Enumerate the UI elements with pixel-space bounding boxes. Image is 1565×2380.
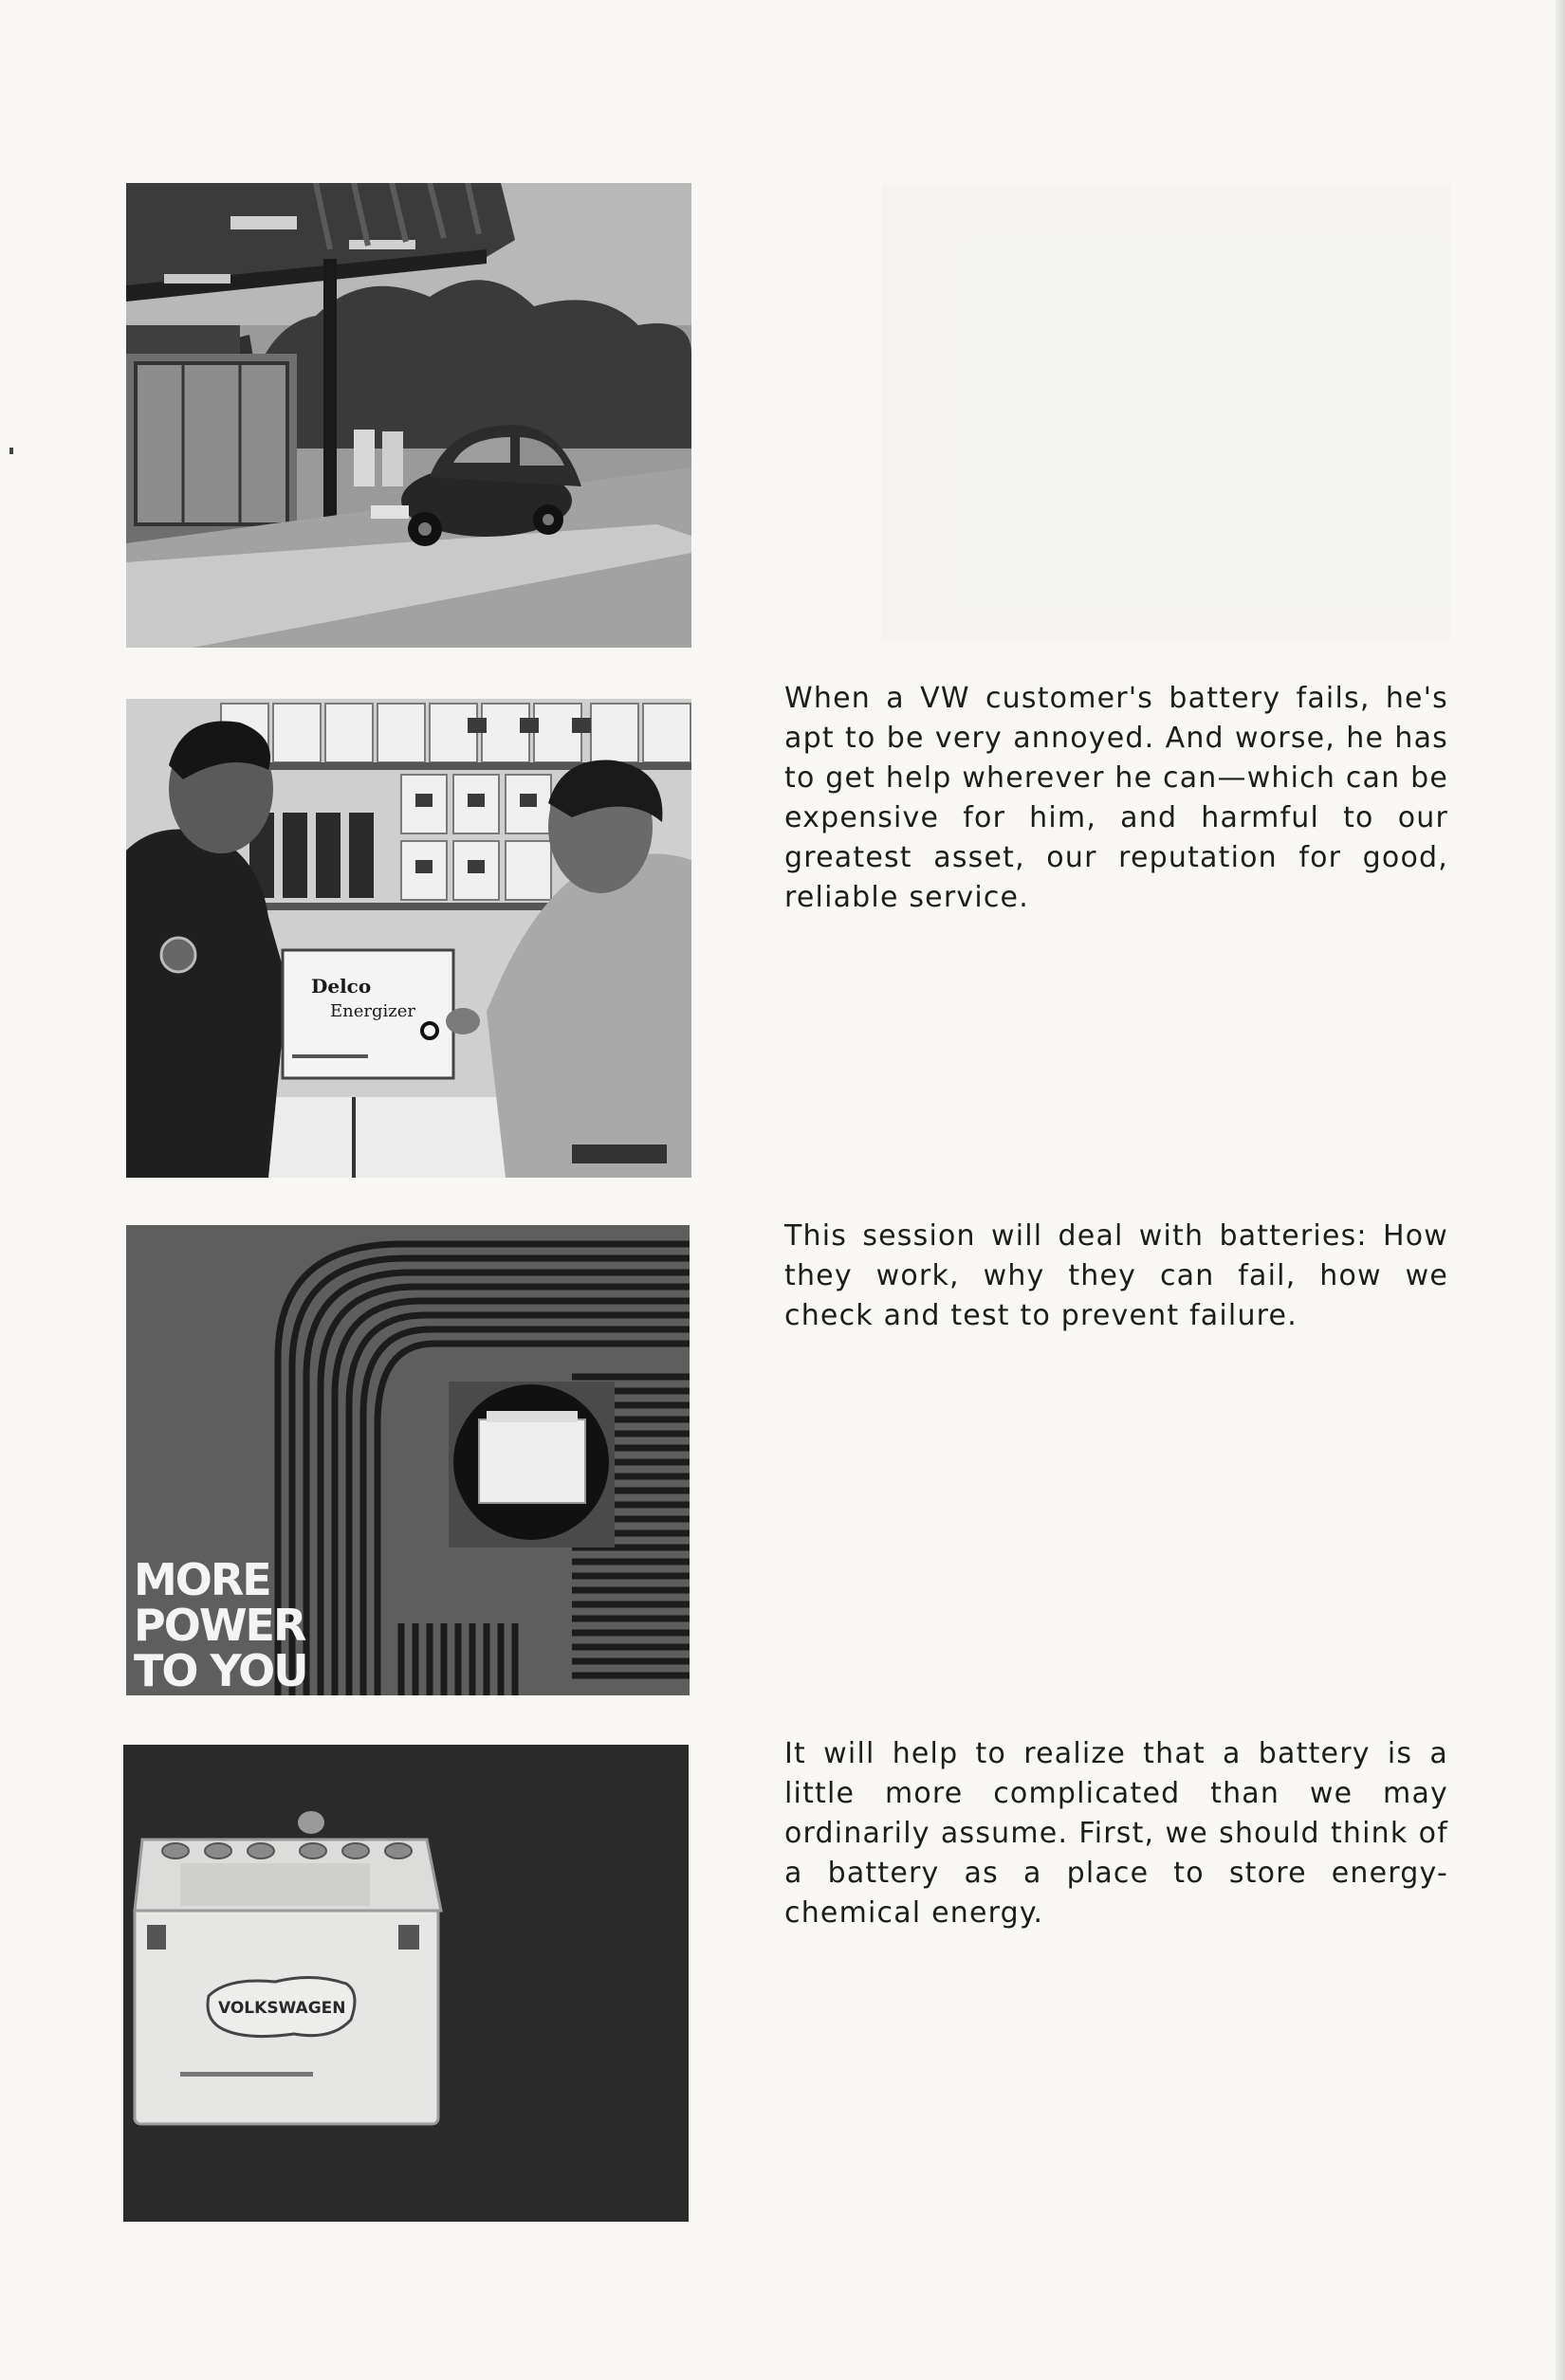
photo-volkswagen-battery: [123, 1745, 689, 2222]
paragraph-battery-energy: It will help to realize that a battery is a little more complicated than we may ordinarily assume. First, we should think of a battery as a place to store energy-chemical energy.: [784, 1737, 1448, 1930]
paragraph-session-overview: This session will deal with batteries: How they work, why they can fail, how we check and test to prevent failure.: [784, 1219, 1448, 1332]
photo-battery-sale: [126, 699, 691, 1178]
battery-box-brand: Delco: [311, 975, 372, 998]
paragraph-battery-failure: When a VW customer's battery fails, he's apt to be very annoyed. And worse, he has to get help wherever he can—which can be expensive for him, and harmful to our greatest asset, our reputation for good, reliable service.: [784, 682, 1448, 914]
poster-text-to-you: TO YOU: [134, 1645, 307, 1695]
margin-mark: [9, 448, 13, 454]
photo-gas-station-beetle: [126, 183, 691, 648]
faint-background-panel: [882, 185, 1451, 640]
battery-logo-text: VOLKSWAGEN: [218, 1999, 346, 2018]
page-edge-shadow: [1556, 0, 1565, 2380]
poster-text-more: MORE: [134, 1554, 270, 1605]
photo-more-power-poster: [126, 1225, 690, 1695]
battery-box-model: Energizer: [330, 1001, 416, 1021]
poster-text-power: POWER: [134, 1600, 305, 1651]
